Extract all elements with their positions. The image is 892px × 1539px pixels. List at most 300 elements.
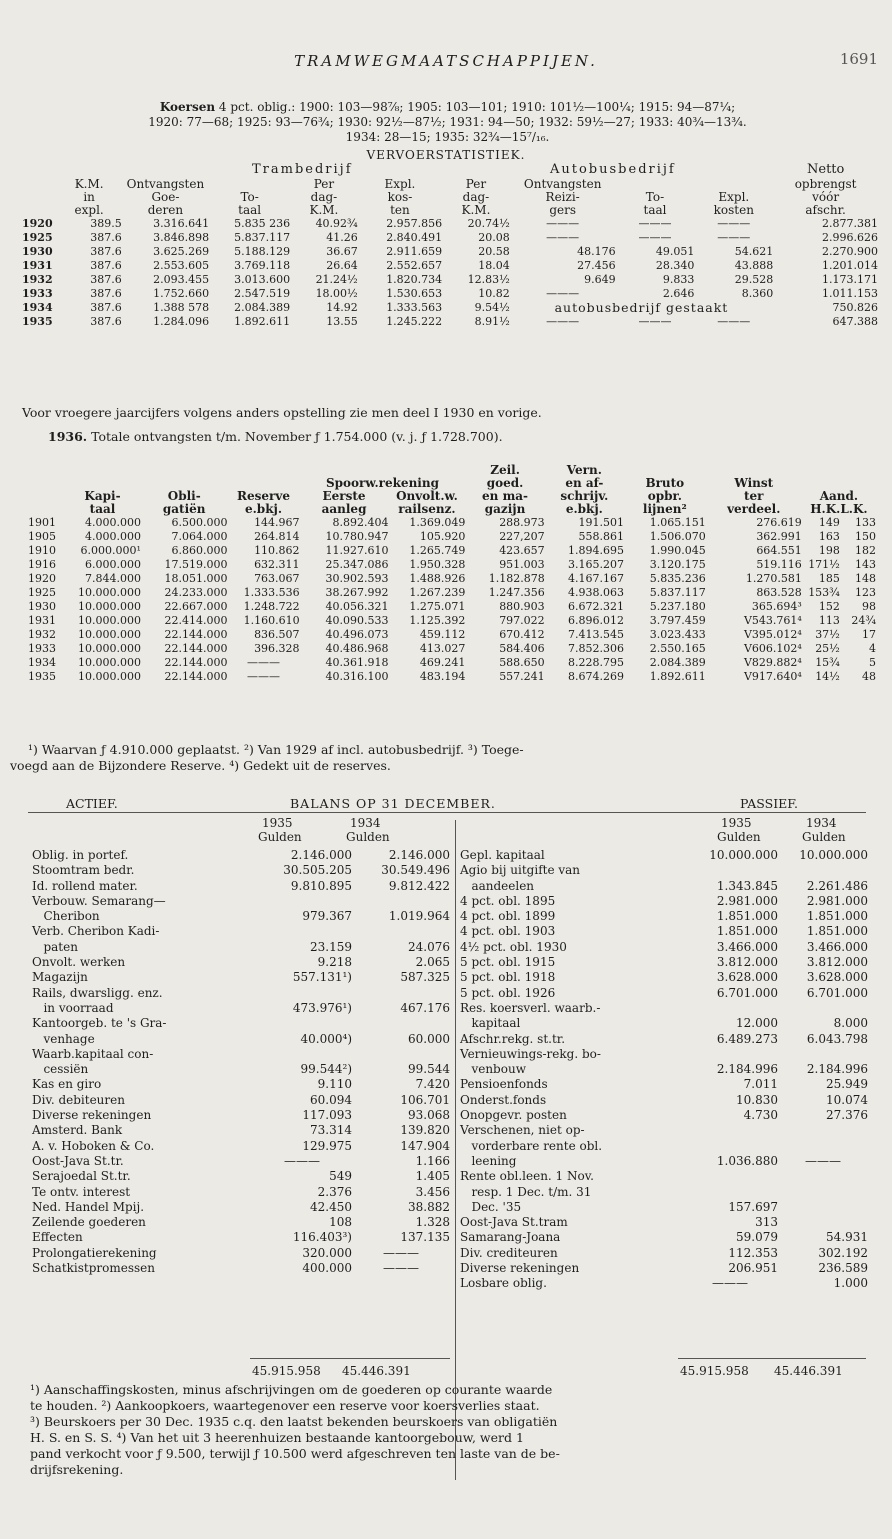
actief-total-a: 45.915.958 [252, 1364, 321, 1378]
balans-value-1934: 25.949 [826, 1077, 868, 1092]
table-cell: 40.316.100 [325, 670, 389, 683]
balans-value-1935: 9.810.895 [290, 878, 352, 893]
table-cell: 149 [818, 516, 840, 529]
balans-label: Kas en giro [32, 1077, 102, 1092]
table-cell: 5.237.180 [649, 600, 706, 613]
balans-row [460, 1276, 868, 1291]
table-cell: 5.835.236 [649, 572, 706, 585]
fin-header-cell: en af- [565, 476, 604, 490]
table-cell: 7.064.000 [171, 530, 228, 543]
fin-header-cell: Eerste [322, 489, 366, 503]
balans-value-1934 [352, 986, 450, 1001]
balans-label: cessiën [32, 1062, 89, 1077]
balans-value-1934: 139.820 [400, 1123, 450, 1138]
balans-label: 4 pct. obl. 1903 [460, 924, 556, 939]
balans-row [460, 1246, 868, 1261]
balans-value-1934: 137.135 [400, 1230, 450, 1245]
table-cell: 14.92 [326, 301, 358, 314]
table-cell: 17 [862, 628, 876, 641]
vervoer-title: VERVOERSTATISTIEK. [366, 148, 526, 162]
balans-value-1935: 59.079 [736, 1230, 778, 1245]
balans-value-1935: 557.131¹) [292, 970, 352, 985]
balans-value-1934: 3.628.000 [806, 970, 868, 985]
balans-row [32, 1077, 450, 1092]
koersen-line-1: 4 pct. oblig.: 1900: 103—98⅞; 1905: 103—101; 1910: 101½—100¼; 1915: 94—87¼; [218, 100, 736, 114]
balans-label: Dec. '35 [460, 1199, 522, 1214]
balans-label: Afschr.rekg. st.tr. [460, 1031, 566, 1046]
row-year: 1916 [28, 558, 56, 571]
table-cell: 1.248.722 [243, 600, 300, 613]
table-cell: 863.528 [756, 586, 802, 599]
balans-label: aandeelen [460, 878, 535, 893]
table-cell: V917.640⁴ [743, 670, 802, 683]
table-cell: 387.6 [90, 287, 122, 300]
table-cell: 1.125.392 [409, 614, 466, 627]
balans-value-1935: 108 [329, 1215, 352, 1230]
balans-label: Verb. Cheribon Kadi- [32, 924, 160, 939]
table-cell: 22.144.000 [164, 670, 228, 683]
fin-header-cell: schrijv. [560, 489, 609, 503]
table-row [28, 558, 876, 572]
balans-value-1935 [682, 1185, 778, 1200]
table-cell: 3.120.175 [649, 558, 706, 571]
balans-row [460, 1093, 868, 1108]
table-cell: 9.833 [662, 273, 695, 286]
koersen-line-3: 1934: 28—15; 1935: 32¾—15⁷/₁₆. [345, 130, 550, 144]
balans-label: 4 pct. obl. 1899 [460, 909, 556, 924]
balans-value-1935: 10.830 [736, 1092, 778, 1107]
fin-header-cell: H.K.L.K. [810, 502, 868, 516]
passief-table-wrap [460, 848, 868, 1292]
table-cell: 1.488.926 [409, 572, 466, 585]
balans-value-1934: 467.176 [400, 1000, 450, 1015]
table-cell: 1.892.611 [234, 315, 291, 328]
table-cell: 1.530.653 [386, 287, 443, 300]
table-cell: 1.333.563 [386, 301, 443, 314]
table-row [28, 628, 876, 642]
balans-row [32, 955, 450, 970]
row-year: 1925 [22, 231, 53, 244]
balans-value-1934: 6.043.798 [806, 1031, 868, 1046]
table-cell: 558.861 [578, 530, 624, 543]
actief-total-rule [250, 1358, 450, 1359]
balans-label: Prolongatierekening [32, 1245, 157, 1260]
table-cell: 10.000.000 [77, 614, 141, 627]
table-cell: 185 [818, 572, 840, 585]
table-cell: 5.188.129 [234, 245, 291, 258]
balans-row [460, 1047, 868, 1062]
footnote-1: ¹) Aanschaffingskosten, minus afschrijvingen om de goederen op courante waarde [30, 1382, 553, 1397]
table-cell: ——— [638, 315, 672, 328]
table-cell: 227,207 [499, 530, 545, 543]
table-cell: ——— [247, 670, 281, 683]
balans-label: Cheribon [32, 909, 100, 924]
balans-row [460, 1230, 868, 1245]
fin-header-cell: Kapi- [84, 489, 121, 503]
table-cell: 483.194 [419, 670, 466, 683]
balans-value-1935: 549 [329, 1169, 352, 1184]
balans-row [460, 1139, 868, 1154]
table-cell: 3.316.641 [153, 217, 210, 230]
balans-value-1935: 157.697 [728, 1199, 778, 1214]
balans-label: Oblig. in portef. [32, 848, 129, 862]
balans-label: Amsterd. Bank [32, 1123, 123, 1138]
balans-value-1934 [352, 924, 450, 939]
table-cell: 8.892.404 [332, 516, 389, 529]
balans-label: 5 pct. obl. 1926 [460, 985, 556, 1000]
balans-row [32, 1230, 450, 1245]
balans-label: Agio bij uitgifte van [460, 863, 581, 878]
balans-label: Rails, dwarsligg. enz. [32, 985, 163, 1000]
table-row [22, 301, 878, 315]
table-cell: 20.08 [478, 231, 510, 244]
koersen-label: Koersen [159, 100, 216, 114]
balans-label: paten [32, 939, 78, 954]
table-cell: 48 [862, 670, 876, 683]
table-cell: 8.228.795 [568, 656, 624, 669]
balans-value-1935: 10.000.000 [709, 848, 778, 862]
table-cell: 2.270.900 [822, 245, 878, 258]
table-cell: 1.820.734 [386, 273, 443, 286]
table-cell: 387.6 [90, 315, 122, 328]
balans-row [460, 1200, 868, 1215]
balans-row [460, 1154, 868, 1169]
balans-value-1934 [778, 1001, 868, 1016]
fin-header-cell [802, 464, 876, 477]
table-cell: 1.270.581 [745, 572, 802, 585]
balans-value-1934: 30.549.496 [381, 863, 450, 878]
vervoer-header-cell: deren [147, 203, 184, 217]
vervoer-header-cell: kosten [713, 203, 754, 217]
balans-row [32, 1032, 450, 1047]
balans-value-1935: 6.489.273 [716, 1031, 778, 1046]
table-cell: 8.360 [741, 287, 774, 300]
table-cell: 40.92¾ [315, 217, 358, 230]
vervoer-header-cell: Ontvangsten [523, 177, 602, 191]
vervoer-header-cell: Per [465, 177, 487, 191]
balans-row [32, 1062, 450, 1077]
table-cell: 18.051.000 [164, 572, 228, 585]
table-row [28, 516, 876, 530]
balans-label: 4½ pct. obl. 1930 [460, 939, 567, 954]
balans-value-1935: 116.403³) [292, 1230, 352, 1245]
table-cell: 951.003 [499, 558, 545, 571]
fin-header-cell [28, 464, 64, 477]
table-cell: 1.182.878 [488, 572, 545, 585]
table-cell: 6.860.000 [171, 544, 228, 557]
table-cell: 1.284.096 [153, 315, 210, 328]
fin-header-cell: Spoorw.rekening [325, 476, 439, 490]
table-cell: 10.000.000 [77, 642, 141, 655]
balans-value-1934: 1.166 [415, 1153, 450, 1168]
balans-value-1934: 3.466.000 [806, 939, 868, 954]
vervoer-header-blank [22, 178, 56, 191]
table-cell: 110.862 [254, 544, 300, 557]
table-cell: 288.973 [499, 516, 545, 529]
table-row [22, 287, 878, 301]
table-row [22, 315, 878, 329]
balans-label: Losbare oblig. [460, 1276, 547, 1291]
fin-header-cell [28, 503, 64, 516]
table-cell: 29.528 [734, 273, 774, 286]
balans-label: venhage [32, 1031, 95, 1046]
passief-heading: PASSIEF. [740, 796, 798, 811]
balans-value-1934: ——— [383, 1245, 419, 1260]
balans-label: Div. debiteuren [32, 1092, 125, 1107]
table-row [28, 656, 876, 670]
balans-value-1934: ——— [805, 1153, 841, 1168]
table-cell: 387.6 [90, 273, 122, 286]
fin-header-cell: e.bkj. [244, 502, 283, 516]
balans-value-1934: 99.544 [408, 1062, 450, 1077]
table-cell: 113 [818, 614, 840, 627]
page-number: 1691 [839, 50, 878, 68]
table-cell: 647.388 [832, 315, 878, 328]
table-row [28, 544, 876, 558]
balans-value-1934: 2.184.996 [806, 1062, 868, 1077]
table-cell: 14½ [815, 670, 840, 683]
table-cell: 584.406 [499, 642, 545, 655]
table-cell: 10.000.000 [77, 670, 141, 683]
balans-label: Kantoorgeb. te 's Gra- [32, 1016, 167, 1031]
table-cell: 3.023.433 [649, 628, 706, 641]
balans-label: Verbouw. Semarang— [32, 893, 166, 908]
table-cell: 387.6 [90, 231, 122, 244]
balans-value-1935: 320.000 [302, 1245, 352, 1260]
table-cell: 1.894.695 [568, 544, 624, 557]
table-cell: 750.826 [832, 301, 878, 314]
passief-table [460, 848, 868, 1292]
passief-total-a: 45.915.958 [680, 1364, 749, 1378]
balans-label: resp. 1 Dec. t/m. 31 [460, 1184, 592, 1199]
balans-value-1934 [778, 1139, 868, 1154]
table-cell: 469.241 [419, 656, 466, 669]
table-cell: 4 [869, 642, 876, 655]
table-cell: 2.840.491 [386, 231, 443, 244]
table-cell: ——— [717, 231, 751, 244]
table-cell: 21.24½ [315, 273, 358, 286]
balans-label: 5 pct. obl. 1915 [460, 955, 556, 970]
table-cell: 1.247.356 [488, 586, 545, 599]
table-cell: 40.486.968 [325, 642, 389, 655]
balans-value-1934: 3.812.000 [806, 955, 868, 970]
balans-title: BALANS OP 31 DECEMBER. [290, 796, 496, 811]
table-cell: 7.844.000 [84, 572, 141, 585]
row-year: 1920 [28, 572, 56, 585]
table-cell: 1.892.611 [649, 670, 706, 683]
table-cell: 797.022 [499, 614, 545, 627]
balans-value-1935: 60.094 [310, 1092, 352, 1107]
table-cell: 396.328 [254, 642, 300, 655]
balans-label: venbouw [460, 1062, 526, 1077]
vervoer-header-cell: Reizi- [545, 190, 580, 204]
table-cell: V543.761⁴ [743, 614, 802, 627]
balans-value-1934 [778, 1200, 868, 1215]
table-cell: 10.000.000 [77, 586, 141, 599]
balans-label: 5 pct. obl. 1918 [460, 970, 556, 985]
balans-label: Diverse rekeningen [460, 1261, 580, 1276]
balans-value-1935: 1.343.845 [716, 878, 778, 893]
balans-value-1934: 1.851.000 [806, 909, 868, 924]
vervoer-table [22, 178, 878, 329]
balans-value-1935: 112.353 [728, 1245, 778, 1260]
balans-label: A. v. Hoboken & Co. [32, 1138, 155, 1153]
balans-row [32, 940, 450, 955]
balans-value-1935: 473.976¹) [292, 1000, 352, 1015]
table-cell: 10.82 [478, 287, 510, 300]
balans-value-1935: 42.450 [310, 1199, 352, 1214]
table-cell: 41.26 [326, 231, 358, 244]
balans-label: Onopgevr. posten [460, 1108, 567, 1123]
balans-value-1935 [682, 1047, 778, 1062]
balans-row [32, 1185, 450, 1200]
table-cell: 264.814 [254, 530, 300, 543]
row-year: 1935 [28, 670, 56, 683]
balans-value-1935 [682, 1169, 778, 1184]
table-cell: 1.011.153 [822, 287, 878, 300]
balans-value-1935 [252, 1047, 352, 1062]
financial-table [28, 464, 876, 684]
table-row [28, 572, 876, 586]
table-cell: 1.388 578 [153, 301, 210, 314]
balans-row [32, 1001, 450, 1016]
fin-header-cell: e.bkj. [565, 502, 603, 516]
balans-row [32, 986, 450, 1001]
balans-row [32, 863, 450, 878]
balans-label: Onderst.fonds [460, 1092, 547, 1107]
balans-value-1935 [252, 986, 352, 1001]
actief-heading: ACTIEF. [66, 796, 118, 811]
fin-header-row [28, 503, 876, 516]
balans-value-1934 [352, 1047, 450, 1062]
row-year: 1933 [22, 287, 53, 300]
table-cell: 5.837.117 [234, 231, 291, 244]
balans-row [460, 1215, 868, 1230]
table-cell: 389.5 [90, 217, 122, 230]
balans-label: Ned. Handel Mpij. [32, 1199, 145, 1214]
balans-row [32, 1123, 450, 1138]
table-cell: 98 [862, 600, 876, 613]
balans-value-1935: 3.812.000 [716, 955, 778, 970]
table-cell: 10.780.947 [325, 530, 389, 543]
table-cell: 2.553.605 [153, 259, 210, 272]
table-cell: ——— [546, 287, 580, 300]
fin-header-cell: gazijn [484, 502, 526, 516]
row-year: 1920 [22, 217, 53, 230]
balans-label: Oost-Java St.tram [460, 1215, 568, 1230]
table-cell: 6.500.000 [171, 516, 228, 529]
vervoer-table-wrap [22, 162, 882, 329]
table-cell: 182 [855, 544, 876, 557]
footnote-3: ³) Beurskoers per 30 Dec. 1935 c.q. den laatst bekenden beurskoers van obligatiën [30, 1414, 558, 1429]
table-row [22, 217, 878, 231]
table-cell: 1.990.045 [649, 544, 706, 557]
table-cell: 2.646 [662, 287, 695, 300]
balans-row [32, 1246, 450, 1261]
row-year: 1932 [22, 273, 53, 286]
balans-value-1935: 73.314 [310, 1123, 352, 1138]
table-cell: 2.550.165 [649, 642, 706, 655]
balans-row [460, 879, 868, 894]
row-year: 1930 [22, 245, 53, 258]
balans-value-1935: ——— [712, 1276, 748, 1291]
fin-header-cell: aanleg [321, 502, 367, 516]
financial-table-wrap [28, 464, 876, 684]
table-cell: 12.83½ [467, 273, 510, 286]
balans-value-1935: 1.851.000 [716, 909, 778, 924]
vervoer-header-cell: dag- [310, 190, 338, 204]
footnote-2: te houden. ²) Aankoopkoers, waartegenover een reserve voor koersverlies staat. [30, 1398, 540, 1413]
balans-row [460, 1185, 868, 1200]
table-cell: 365.694³ [751, 600, 802, 613]
table-cell: 7.852.306 [568, 642, 624, 655]
balans-divider [455, 820, 456, 1480]
table-cell: 3.013.600 [234, 273, 291, 286]
vervoer-header-cell: opbrengst [794, 177, 857, 191]
table-cell: 40.090.533 [325, 614, 389, 627]
balans-value-1935 [682, 1123, 778, 1138]
table-cell: 22.667.000 [164, 600, 228, 613]
balans-value-1935: 4.730 [743, 1108, 778, 1123]
table-cell: 153¾ [808, 586, 840, 599]
table-cell: 880.903 [499, 600, 545, 613]
actief-total-b: 45.446.391 [342, 1364, 411, 1378]
balans-label: Gepl. kapitaal [460, 848, 545, 862]
vervoer-header-cell: dag- [462, 190, 490, 204]
balans-value-1934 [352, 894, 450, 909]
table-cell: 49.051 [655, 245, 695, 258]
table-cell: 6.000.000 [84, 558, 141, 571]
balans-row [32, 1108, 450, 1123]
fin-header-cell: gatiën [162, 502, 206, 516]
actief-table [32, 848, 450, 1276]
table-cell: 2.996.626 [822, 231, 878, 244]
table-cell: 198 [818, 544, 840, 557]
balans-label: Te ontv. interest [32, 1184, 131, 1199]
balans-value-1934: 2.146.000 [388, 848, 450, 862]
table-cell: 1.506.070 [649, 530, 706, 543]
balans-row [460, 955, 868, 970]
table-cell: 22.414.000 [164, 614, 228, 627]
table-cell: 763.067 [254, 572, 300, 585]
row-year: 1930 [28, 600, 56, 613]
table-cell: 1.160.610 [243, 614, 300, 627]
balans-row [32, 924, 450, 939]
passief-unit-a: Gulden [717, 830, 761, 844]
balans-row [460, 940, 868, 955]
table-cell: 105.920 [419, 530, 466, 543]
vervoer-header-cell: Per [313, 177, 335, 191]
table-cell: 22.144.000 [164, 628, 228, 641]
table-cell: 557.241 [499, 670, 545, 683]
vervoer-header-cell: gers [549, 203, 576, 217]
table-cell: 1.369.049 [409, 516, 466, 529]
vervoer-header-cell: K.M. [309, 203, 339, 217]
balans-value-1934: 9.812.422 [388, 878, 450, 893]
table-cell: 670.412 [499, 628, 545, 641]
fin-header-cell [28, 490, 64, 503]
balans-row [460, 970, 868, 985]
table-cell: ——— [546, 231, 580, 244]
table-cell: 1.065.151 [649, 516, 706, 529]
balans-label: Div. crediteuren [460, 1245, 558, 1260]
balans-value-1935: 23.159 [310, 939, 352, 954]
balans-label: Samarang-Joana [460, 1230, 561, 1245]
fin-note-2: voegd aan de Bijzondere Reserve. ⁴) Gedekt uit de reserves. [10, 758, 391, 773]
table-cell: 40.361.918 [325, 656, 389, 669]
balans-row [32, 1169, 450, 1184]
balans-label: Serajoedal St.tr. [32, 1169, 131, 1184]
